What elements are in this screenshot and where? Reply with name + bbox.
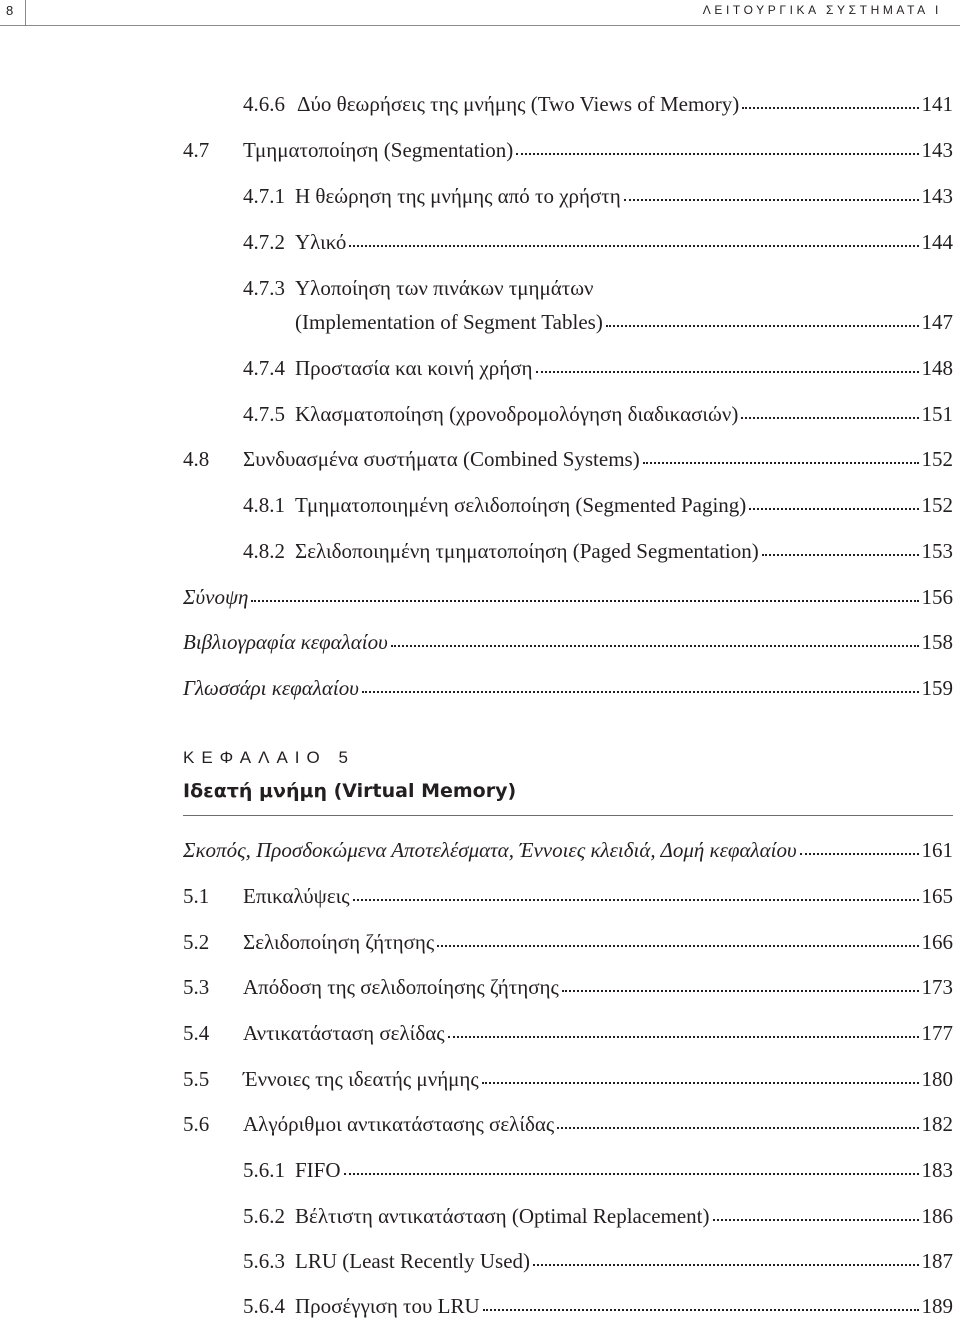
toc-entry-title: FIFO: [295, 1158, 341, 1182]
toc-entry-page: 156: [921, 585, 953, 609]
dot-leader: [749, 508, 918, 510]
toc-entry-title: Δύο θεωρήσεις της μνήμης (Two Views of Memory): [297, 92, 740, 116]
toc-entry-number: 5.6.3: [243, 1249, 285, 1273]
toc-entry-page: 177: [921, 1021, 953, 1045]
toc-entry-4-7-1[interactable]: [243, 182, 953, 210]
chapter-rule: [183, 815, 953, 816]
toc-entry-number: 4.7.1: [243, 184, 285, 208]
toc-entry-5-5[interactable]: [183, 1065, 953, 1093]
dot-leader: [643, 462, 919, 464]
toc-entry-page: 148: [921, 356, 953, 380]
toc-entry-title: Υλοποίηση των πινάκων τμημάτων: [295, 276, 594, 300]
toc-entry-page: 183: [921, 1158, 953, 1182]
toc-entry-page: 144: [921, 230, 953, 254]
dot-leader: [762, 554, 919, 556]
toc-entry-5-4[interactable]: [183, 1019, 953, 1047]
toc-entry-4-7-3[interactable]: [295, 308, 953, 336]
toc-entry-page: 161: [921, 838, 953, 862]
toc-entry-4-7[interactable]: [183, 136, 953, 164]
toc-entry-4-7-2[interactable]: [243, 228, 953, 256]
toc-entry-title: Σύνοψη: [183, 585, 249, 609]
toc-entry-5-6-1[interactable]: [243, 1156, 953, 1184]
toc-entry-number: 5.1: [183, 884, 210, 908]
toc-entry-title: Γλωσσάρι κεφαλαίου: [183, 676, 359, 700]
toc-entry-4-8[interactable]: [183, 445, 953, 473]
toc-entry-5-6-4[interactable]: [243, 1292, 953, 1320]
toc-entry-number: 5.6.4: [243, 1294, 285, 1318]
dot-leader: [448, 1036, 919, 1038]
toc-entry-page: 186: [921, 1204, 953, 1228]
toc-entry-page: 187: [921, 1249, 953, 1273]
toc-entry-title: Συνδυασμένα συστήματα (Combined Systems): [243, 447, 640, 471]
toc-entry-number: 4.6.6: [243, 92, 285, 116]
toc-entry-title: Σελιδοποιημένη τμηματοποίηση (Paged Segmentation): [295, 539, 759, 563]
toc-entry-number: 4.7.4: [243, 356, 285, 380]
dot-leader: [344, 1173, 919, 1175]
dot-leader: [606, 325, 919, 327]
toc-entry-title: Προσέγγιση του LRU: [295, 1294, 480, 1318]
toc-entry-4-7-4[interactable]: [243, 354, 953, 382]
toc-entry-page: 165: [921, 884, 953, 908]
toc-entry-page: 180: [921, 1067, 953, 1091]
toc-entry-page: 189: [921, 1294, 953, 1318]
dot-leader: [482, 1082, 919, 1084]
running-head: ΛΕΙΤΟΥΡΓΙΚΑ ΣΥΣΤΗΜΑΤΑ Ι: [702, 3, 942, 17]
toc-entry-title: Κλασματοποίηση (χρονοδρομολόγηση διαδικασιών): [295, 402, 739, 426]
dot-leader: [349, 245, 918, 247]
toc-entry-glossary[interactable]: [183, 674, 953, 702]
toc-entry-chapter-intro[interactable]: [183, 836, 953, 864]
toc-entry-page: 159: [921, 676, 953, 700]
toc-entry-number: 5.6: [183, 1112, 210, 1136]
toc-entry-number: 5.4: [183, 1021, 210, 1045]
toc-entry-4-7-5[interactable]: [243, 400, 953, 428]
toc-entry-number: 4.8.1: [243, 493, 285, 517]
toc-entry-number: 4.8: [183, 447, 210, 471]
toc-entry-page: 141: [921, 92, 953, 116]
toc-entry-page: 152: [921, 493, 953, 517]
toc-entry-title: Επικαλύψεις: [243, 884, 350, 908]
toc-entry-page: 152: [921, 447, 953, 471]
toc-entry-title: Η θεώρηση της μνήμης από το χρήστη: [295, 184, 621, 208]
toc-entry-page: 143: [921, 138, 953, 162]
dot-leader: [251, 600, 918, 602]
toc-entry-5-6[interactable]: [183, 1110, 953, 1138]
toc-entry-5-1[interactable]: [183, 882, 953, 910]
toc-entry-title: Σελιδοποίηση ζήτησης: [243, 930, 435, 954]
toc-entry-4-8-2[interactable]: [243, 537, 953, 565]
chapter-label: ΚΕΦΑΛΑΙΟ 5: [183, 748, 355, 767]
toc-entry-page: 158: [921, 630, 953, 654]
toc-entry-number: 4.7.5: [243, 402, 285, 426]
dot-leader: [516, 153, 918, 155]
dot-leader: [557, 1127, 918, 1129]
toc-entry-title: Απόδοση της σελιδοποίησης ζήτησης: [243, 975, 559, 999]
toc-entry-title: Τμηματοποίηση (Segmentation): [243, 138, 514, 162]
dot-leader: [741, 417, 918, 419]
dot-leader: [483, 1309, 919, 1311]
toc-entry-page: 151: [921, 402, 953, 426]
toc-entry-number: 5.5: [183, 1067, 210, 1091]
toc-entry-number: 4.7: [183, 138, 210, 162]
toc-entry-title: Αντικατάσταση σελίδας: [243, 1021, 445, 1045]
dot-leader: [713, 1219, 919, 1221]
dot-leader: [353, 899, 919, 901]
toc-entry-title: Τμηματοποιημένη σελιδοποίηση (Segmented Paging): [295, 493, 747, 517]
toc-entry-title: Προστασία και κοινή χρήση: [295, 356, 533, 380]
toc-entry-title-continued: (Implementation of Segment Tables): [295, 310, 603, 334]
toc-entry-5-3[interactable]: [183, 973, 953, 1001]
dot-leader: [742, 107, 918, 109]
dot-leader: [536, 371, 919, 373]
toc-entry-number: 5.3: [183, 975, 210, 999]
toc-entry-number: 4.7.2: [243, 230, 285, 254]
toc-entry-number: 4.8.2: [243, 539, 285, 563]
dot-leader: [362, 691, 919, 693]
toc-entry-4-6-6[interactable]: [243, 90, 953, 118]
toc-entry-number: 5.6.1: [243, 1158, 285, 1182]
toc-entry-title: Βιβλιογραφία κεφαλαίου: [183, 630, 388, 654]
toc-entry-5-6-2[interactable]: [243, 1202, 953, 1230]
dot-leader: [624, 199, 919, 201]
toc-entry-page: 166: [921, 930, 953, 954]
dot-leader: [800, 853, 919, 855]
toc-entry-5-6-3[interactable]: [243, 1247, 953, 1275]
toc-entry-page: 147: [921, 310, 953, 334]
toc-entry-number: 5.2: [183, 930, 210, 954]
toc-entry-5-2[interactable]: [183, 928, 953, 956]
toc-entry-4-7-3-first-line[interactable]: [243, 274, 594, 302]
chapter-title[interactable]: Ιδεατή μνήμη (Virtual Memory): [183, 780, 517, 802]
toc-entry-number: 4.7.3: [243, 276, 285, 300]
toc-entry-summary[interactable]: [183, 583, 953, 611]
dot-leader: [437, 945, 918, 947]
toc-entry-title: Βέλτιστη αντικατάσταση (Optimal Replacement): [295, 1204, 710, 1228]
toc-entry-number: 5.6.2: [243, 1204, 285, 1228]
toc-entry-page: 182: [921, 1112, 953, 1136]
header-divider: [25, 0, 26, 25]
dot-leader: [562, 990, 919, 992]
dot-leader: [533, 1264, 918, 1266]
toc-entry-4-8-1[interactable]: [243, 491, 953, 519]
page-number: 8: [6, 3, 14, 18]
toc-entry-title: LRU (Least Recently Used): [295, 1249, 531, 1273]
dot-leader: [391, 645, 919, 647]
toc-entry-title: Υλικό: [295, 230, 347, 254]
toc-entry-title: Έννοιες της ιδεατής μνήμης: [243, 1067, 479, 1091]
toc-entry-title: Αλγόριθμοι αντικατάστασης σελίδας: [243, 1112, 555, 1136]
toc-entry-page: 143: [921, 184, 953, 208]
toc-entry-title: Σκοπός, Προσδοκώμενα Αποτελέσματα, Έννοιες κλειδιά, Δομή κεφαλαίου: [183, 838, 797, 862]
toc-entry-bibliography[interactable]: [183, 628, 953, 656]
toc-entry-page: 153: [921, 539, 953, 563]
toc-entry-page: 173: [921, 975, 953, 999]
